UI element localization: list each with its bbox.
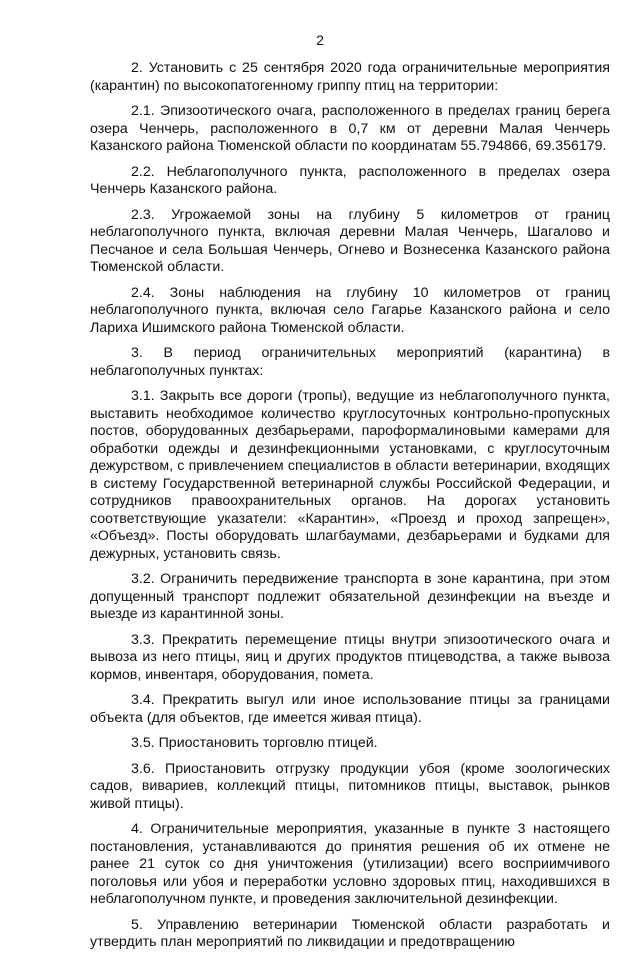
paragraph-3: 3. В период ограничительных мероприятий (карантина) в неблагополучных пунктах: (90, 345, 610, 379)
document-body (90, 60, 610, 960)
paragraph-3-1: 3.1. Закрыть все дороги (тропы), ведущие из неблагополучного пункта, выставить необходимое количество круглосуточных контрольно-пропускных постов, оборудованных дезбарьерами, пароформалиновыми камерами для обработки одежды и дезинфекционными установками, с круглосуточным дежурством, с привлечением специалистов в области ветеринарии, входящих в систему Государственной ветеринарной службы Российской Федерации, и сотрудников правоохранительных органов. На дорогах установить соответствующие указатели: «Карантин», «Проезд и проход запрещен», «Объезд». Посты оборудовать шлагбаумами, дезбарьерами и будками для дежурных, установить связь. (90, 388, 610, 562)
paragraph-2-3: 2.3. Угрожаемой зоны на глубину 5 километров от границ неблагополучного пункта, включая деревни Малая Ченчерь, Шагалово и Песчаное и села Большая Ченчерь, Огнево и Вознесенка Казанского района Тюменской области. (90, 206, 610, 275)
paragraph-3-4: 3.4. Прекратить выгул или иное использование птицы за границами объекта (для объектов, где имеется живая птица). (90, 692, 610, 726)
paragraph-5: 5. Управлению ветеринарии Тюменской области разработать и утвердить план мероприятий по ликвидации и предотвращению (90, 916, 610, 950)
paragraph-3-5: 3.5. Приостановить торговлю птицей. (131, 735, 378, 751)
page-number: 2 (316, 32, 324, 48)
paragraph-2-1: 2.1. Эпизоотического очага, расположенного в пределах границ берега озера Ченчерь, расположенного в 0,7 км от деревни Малая Ченчерь Казанского района Тюменской области по координатам 55.794866, 69.356179. (90, 103, 610, 154)
paragraph-2: 2. Установить с 25 сентября 2020 года ограничительные мероприятия (карантин) по высокопатогенному гриппу птиц на территории: (90, 60, 610, 94)
paragraph-2-2: 2.2. Неблагополучного пункта, расположенного в пределах озера Ченчерь Казанского района. (90, 163, 610, 197)
paragraph-4: 4. Ограничительные мероприятия, указанные в пункте 3 настоящего постановления, устанавливаются до принятия решения об их отмене не ранее 21 суток со дня уничтожения (утилизации) всего восприимчивого поголовья или убоя и переработки условно здоровых птиц, находившихся в неблагополучном пункте, и проведения заключительной дезинфекции. (90, 821, 610, 907)
paragraph-3-3: 3.3. Прекратить перемещение птицы внутри эпизоотического очага и вывоза из него птицы, яиц и других продуктов птицеводства, а также вывоза кормов, инвентаря, оборудования, помета. (90, 631, 610, 683)
paragraph-3-2: 3.2. Ограничить передвижение транспорта в зоне карантина, при этом допущенный транспорт подлежит обязательной дезинфекции на въезде и выезде из карантинной зоны. (90, 571, 610, 622)
paragraph-2-4: 2.4. Зоны наблюдения на глубину 10 километров от границ неблагополучного пункта, включая село Гагарье Казанского района и село Лариха Ишимского района Тюменской области. (90, 284, 610, 336)
paragraph-3-6: 3.6. Приостановить отгрузку продукции убоя (кроме зоологических садов, вивариев, коллекций птицы, питомников птицы, выставок, рынков живой птицы). (90, 760, 610, 812)
